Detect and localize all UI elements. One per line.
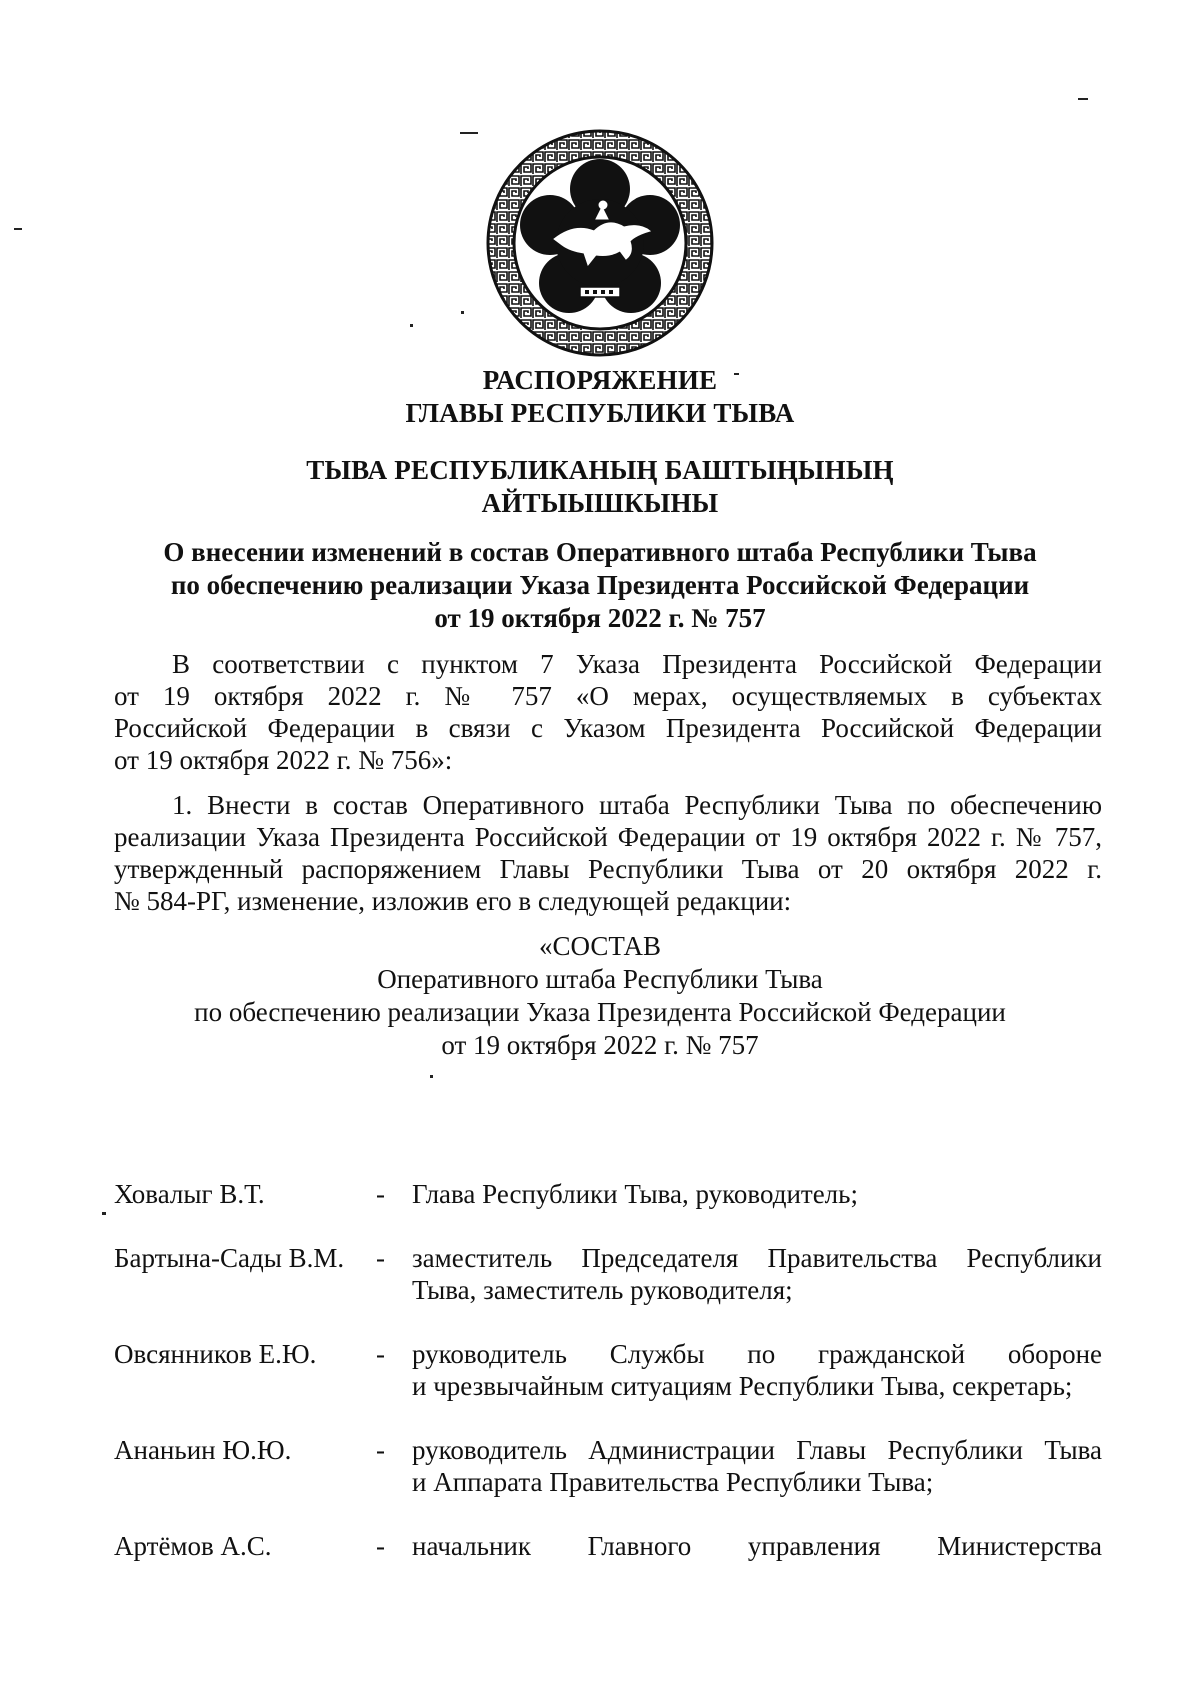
item-1-line-2: реализации Указа Президента Российской Федерации от 19 октября 2022 г. № 757, [114,822,1102,852]
title-line-2: по обеспечению реализации Указа Президента Российской Федерации [170,570,1030,600]
member-role [412,1434,1102,1498]
composition-heading [120,930,1080,1062]
heading-line-tuvan-1: ТЫВА РЕСПУБЛИКАНЫҢ БАШТЫҢЫНЫҢ [306,455,894,485]
member-row [114,1178,1102,1210]
member-row [114,1242,1102,1306]
composition-line-3: по обеспечению реализации Указа Президента Российской Федерации [194,997,1006,1027]
member-name: Ховалыг В.Т. [114,1179,265,1209]
heading-line-issuer: ГЛАВЫ РЕСПУБЛИКИ ТЫВА [405,398,795,428]
member-name: Ананьин Ю.Ю. [114,1435,292,1465]
member-role-line: и Аппарата Правительства Республики Тыва; [412,1467,934,1497]
title-line-3: от 19 октября 2022 г. № 757 [434,603,766,633]
member-row [114,1338,1102,1402]
member-row [114,1530,1102,1562]
preamble-line-4: от 19 октября 2022 г. № 756»: [114,745,453,775]
member-row [114,1434,1102,1498]
member-name: Овсянников Е.Ю. [114,1339,317,1369]
item-1-line-3: утвержденный распоряжением Главы Республики Тыва от 20 октября 2022 г. [114,854,1102,884]
scan-speck [14,228,22,230]
coat-of-arms-emblem [484,127,716,359]
member-role [412,1338,1102,1402]
preamble-paragraph [114,648,1102,776]
member-dash: - [376,1179,385,1209]
document-type-heading-tuvan [0,454,1200,520]
member-role [412,1242,1102,1306]
member-role-line: руководитель Службы по гражданской обороне [412,1339,1102,1369]
composition-line-1: «СОСТАВ [538,931,661,961]
preamble-line-3: Российской Федерации в связи с Указом Президента Российской Федерации [114,713,1102,743]
preamble-line-2: от 19 октября 2022 г. № 757 «О мерах, осуществляемых в субъектах [114,681,1102,711]
member-dash: - [376,1435,385,1465]
member-name: Бартына-Сады В.М. [114,1243,345,1273]
preamble-line-1: В соответствии с пунктом 7 Указа Президента Российской Федерации [172,649,1102,679]
member-role-line: начальник Главного управления Министерства [412,1531,1102,1561]
member-dash: - [376,1339,385,1369]
member-dash: - [376,1531,385,1561]
member-role-line: Тыва, заместитель руководителя; [412,1275,793,1305]
member-role-line: заместитель Председателя Правительства Республики [412,1243,1102,1273]
scan-speck [102,1212,106,1215]
composition-line-4: от 19 октября 2022 г. № 757 [441,1030,759,1060]
member-dash: - [376,1243,385,1273]
scan-speck [1078,98,1088,100]
member-role-line: руководитель Администрации Главы Республики Тыва [412,1435,1102,1465]
member-name: Артёмов А.С. [114,1531,272,1561]
title-line-1: О внесении изменений в состав Оперативного штаба Республики Тыва [163,537,1037,567]
composition-line-2: Оперативного штаба Республики Тыва [377,964,823,994]
item-1-paragraph [114,789,1102,917]
document-title [120,536,1080,635]
emblem-icon [484,127,716,359]
members-list [114,1178,1102,1594]
member-role [412,1530,1102,1562]
document-type-heading [0,364,1200,430]
scan-speck [460,132,478,134]
item-1-line-1: 1. Внести в состав Оперативного штаба Республики Тыва по обеспечению [172,790,1102,820]
heading-line-order: РАСПОРЯЖЕНИЕ [482,365,718,395]
item-1-line-4: № 584-РГ, изменение, изложив его в следующей редакции: [114,886,792,916]
scan-speck [430,1075,433,1078]
member-role-line: и чрезвычайным ситуациям Республики Тыва, секретарь; [412,1371,1073,1401]
member-role-line: Глава Республики Тыва, руководитель; [412,1179,858,1209]
member-role [412,1178,1102,1210]
scan-speck [461,311,464,314]
heading-line-tuvan-2: АЙТЫЫШКЫНЫ [481,488,719,518]
scan-speck [410,324,413,327]
